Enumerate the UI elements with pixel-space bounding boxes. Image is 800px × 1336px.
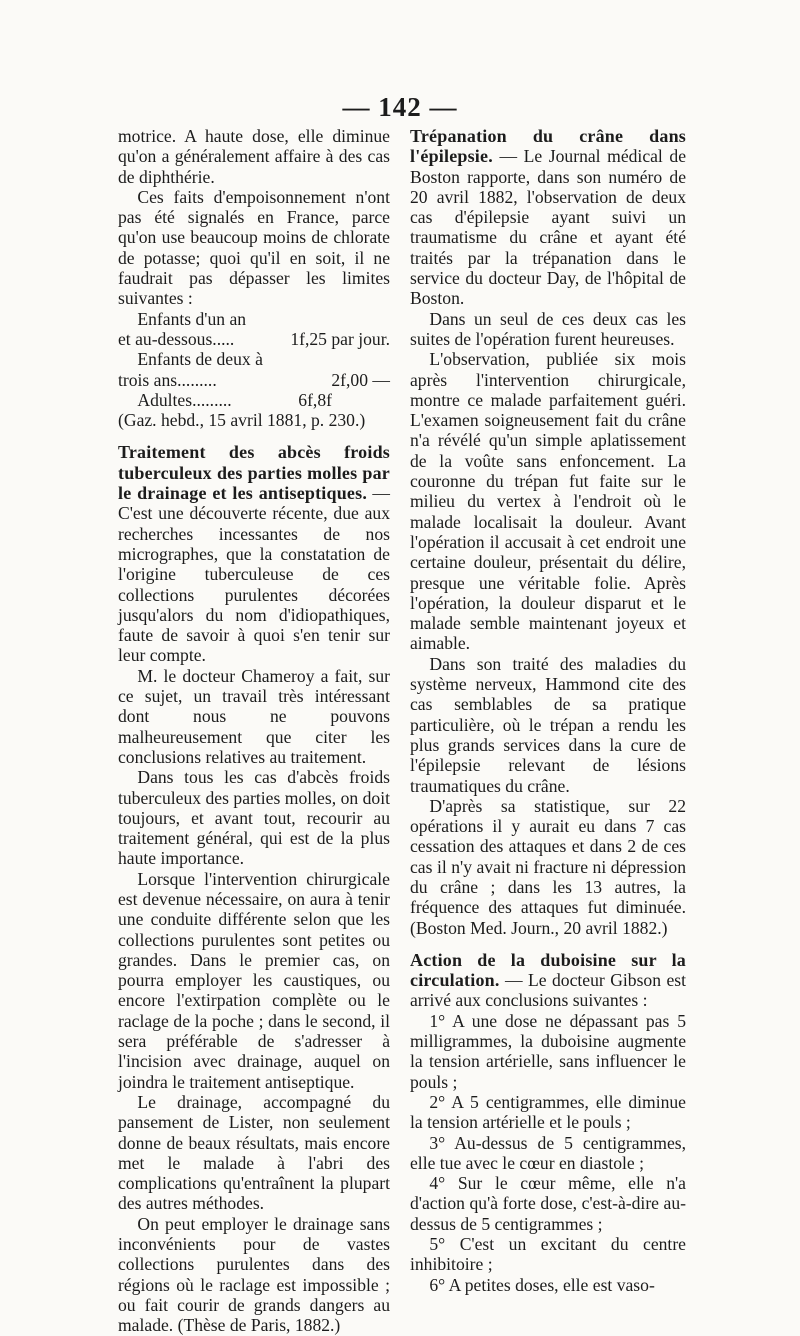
section-paragraph [410,126,686,309]
left-column [118,126,390,1336]
dose-line [118,329,390,349]
section-text: — C'est une découverte récente, due aux recherches incessantes de nos micrographes, que la constatation de l'origine tuberculeuse de ces collections purulentes décorées jusqu'alors du nom d'idiopathiques, faute de savoir à quoi s'en tenir sur leur compte. [118,483,391,666]
dose-value: 2f,00 — [331,369,390,390]
conclusion-item: 3° Au-dessus de 5 centigrammes, elle tue avec le cœur en diastole ; [410,1132,686,1173]
dose-value: 6f,8f [298,389,332,410]
section-text: — Le docteur Gibson est arrivé aux conclusions suivantes : [410,970,686,1011]
paragraph: On peut employer le drainage sans inconvénients pour de vastes collections purulentes dans des régions où le raclage est impossible ; ou fait courir de grands dangers au malade. (Thèse de Paris, 1882.) [118,1213,390,1336]
dose-line-label: Adultes......... [137,389,232,410]
paragraph: D'après sa statistique, sur 22 opérations il y aurait eu dans 7 cas cessation des attaques et dans 2 de ces cas il n'y avait ni fracture ni dépression du crâne ; dans les 13 autres, la fréquence des attaques fut diminuée. (Boston Med. Journ., 20 avril 1882.) [410,795,686,938]
dose-line-continuation: et au-dessous..... [118,328,235,349]
paragraph: Lorsque l'intervention chirurgicale est devenue nécessaire, on aura à tenir une conduite différente selon que les collections purulentes sont petites ou grandes. Dans le premier cas, on pourra employer les caustiques, ou encore l'extirpation complète ou le raclage de la poche ; dans le second, il sera préférable de s'adresser à l'incision avec drainage, auquel on joindra le traitement antiseptique. [118,868,390,1092]
conclusion-item: 2° A 5 centigrammes, elle diminue la tension artérielle et le pouls ; [410,1091,686,1133]
paragraph: Le drainage, accompagné du pansement de Lister, non seulement donne de beaux résultats, mais encore met le malade à l'abri des complications qu'entraînent la plupart des autres méthodes. [118,1091,390,1214]
dose-line [118,370,390,390]
section-paragraph [118,442,390,665]
dose-line-continuation: trois ans......... [118,369,217,390]
section-title: Trépanation du crâne dans l'épilepsie. [410,126,686,167]
section-text: — Le Journal médical de Boston rapporte, dans son numéro de 20 avril 1882, l'observation de deux cas d'épilepsie ayant suivi un traumatisme du crâne et ayant été traités par la trépanation dans le service du docteur Day, de l'hôpital de Boston. [410,146,686,309]
dose-line-label: Enfants de deux à [137,349,263,370]
paragraph: L'observation, publiée six mois après l'intervention chirurgicale, montre ce malade parfaitement guéri. L'examen soigneusement fait du crâne n'a révélé qu'un simple aplatissement de la voûte sans enfoncement. La couronne du trépan fut faite sur le milieu du vertex à l'endroit où le malade localisait la douleur. Avant l'opération il accusait à cet endroit une certaine douleur, présentait du délire, presque une véritable folie. Après l'opération, la douleur disparut et le malade semble maintenant joyeux et aimable. [410,349,686,654]
conclusion-item: 6° A petites doses, elle est vaso- [429,1274,655,1295]
dose-line [118,390,390,410]
section-title: Traitement des abcès froids tuberculeux des parties molles par le drainage et les antiseptiques. [118,442,390,504]
paragraph: motrice. A haute dose, elle diminue qu'on a généralement affaire à des cas de diphthérie. [118,126,390,187]
paragraph: Dans son traité des maladies du système nerveux, Hammond cite des cas semblables de sa pratique particulière, où le trépan a rendu les plus grands services dans la cure de l'épilepsie relevant de lésions traumatiques du crâne. [410,653,686,796]
conclusion-item: 5° C'est un excitant du centre inhibitoire ; [410,1234,686,1275]
dose-line-label: Enfants d'un an [137,308,247,329]
paragraph: Dans tous les cas d'abcès froids tuberculeux des parties molles, on doit toujours, et avant tout, recourir au traitement général, qui est de la plus haute importance. [118,767,390,869]
right-column [410,126,686,1295]
source-citation: (Gaz. hebd., 15 avril 1881, p. 230.) [118,410,366,431]
conclusion-item: 4° Sur le cœur même, elle n'a d'action qu'à forte dose, c'est-à-dire au-dessus de 5 centigrammes ; [410,1173,686,1234]
paragraph: Dans un seul de ces deux cas les suites de l'opération furent heureuses. [410,308,686,349]
paragraph: Ces faits d'empoisonnement n'ont pas été signalés en France, parce qu'on use beaucoup moins de chlorate de potasse; quoi qu'il en soit, il ne faudrait pas dépasser les limites suivantes : [118,186,390,309]
section-paragraph [410,950,686,1011]
conclusion-item: 1° A une dose ne dépassant pas 5 milligrammes, la duboisine augmente la tension artérielle, sans influencer le pouls ; [410,1010,686,1092]
page-number: — 142 — [342,92,458,122]
dose-value: 1f,25 par jour. [290,328,390,349]
section-title: Action de la duboisine sur la circulation. [410,949,686,991]
paragraph: M. le docteur Chameroy a fait, sur ce sujet, un travail très intéressant dont nous ne pouvons malheureusement que citer les conclusions relatives au traitement. [118,665,390,767]
